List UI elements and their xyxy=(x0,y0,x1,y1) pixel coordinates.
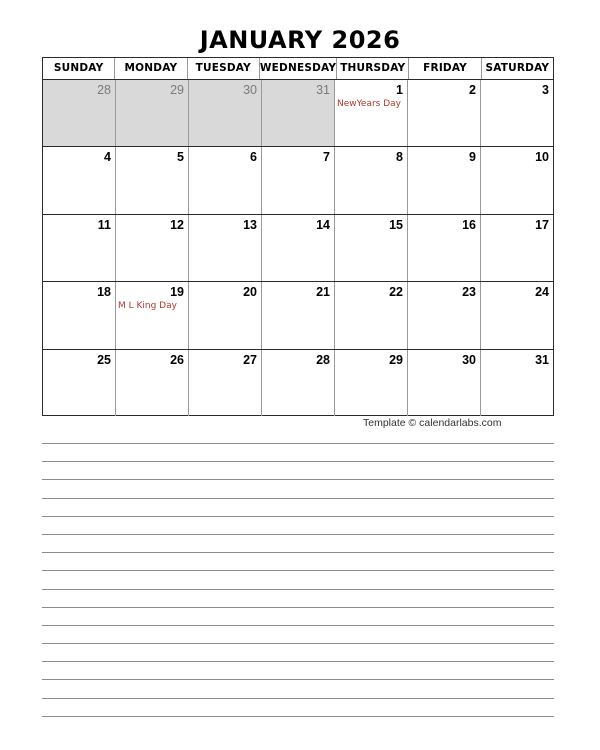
day-cell[interactable] xyxy=(262,350,335,416)
calendar-grid xyxy=(42,57,554,416)
note-line xyxy=(42,625,554,626)
weekday-friday: FRIDAY xyxy=(409,58,481,79)
day-cell[interactable] xyxy=(116,350,189,416)
day-cell[interactable] xyxy=(408,147,481,213)
note-line xyxy=(42,534,554,535)
weekday-thursday: THURSDAY xyxy=(337,58,409,79)
week-row xyxy=(43,215,553,282)
day-cell[interactable] xyxy=(189,80,262,146)
weekday-saturday: SATURDAY xyxy=(485,62,550,74)
day-number: 17 xyxy=(535,217,549,232)
day-cell[interactable] xyxy=(262,147,335,213)
note-line xyxy=(42,516,554,517)
day-cell[interactable] xyxy=(481,215,553,281)
day-number: 4 xyxy=(104,150,111,165)
day-cell[interactable] xyxy=(189,215,262,281)
day-number: 28 xyxy=(97,83,111,97)
day-number: 22 xyxy=(389,285,403,300)
day-cell[interactable] xyxy=(335,282,408,348)
day-number: 31 xyxy=(535,352,549,367)
day-cell[interactable] xyxy=(116,80,189,146)
weekday-monday: MONDAY xyxy=(115,58,187,79)
day-number: 7 xyxy=(323,150,330,165)
note-line xyxy=(42,589,554,590)
weekday-header-row xyxy=(43,58,553,80)
day-number: 20 xyxy=(243,285,257,300)
day-cell[interactable] xyxy=(189,282,262,348)
holiday-label: NewYears Day xyxy=(337,99,402,109)
day-cell[interactable] xyxy=(335,80,408,146)
day-cell[interactable] xyxy=(116,147,189,213)
day-number: 19 xyxy=(170,285,184,300)
note-line xyxy=(42,607,554,608)
day-number: 13 xyxy=(243,217,257,232)
day-number: 24 xyxy=(535,285,549,300)
template-credit: Template © calendarlabs.com xyxy=(363,417,502,429)
day-cell[interactable] xyxy=(408,80,481,146)
day-cell[interactable] xyxy=(481,80,553,146)
day-cell[interactable] xyxy=(262,80,335,146)
day-number: 1 xyxy=(396,83,403,97)
day-number: 3 xyxy=(542,83,549,97)
day-cell[interactable] xyxy=(408,282,481,348)
day-cell[interactable] xyxy=(189,350,262,416)
day-number: 26 xyxy=(170,352,184,367)
note-line xyxy=(42,498,554,499)
weekday-wednesday: WEDNESDAY xyxy=(260,58,337,79)
day-cell[interactable] xyxy=(481,147,553,213)
week-rows xyxy=(43,80,553,416)
day-cell[interactable] xyxy=(481,350,553,416)
day-cell[interactable] xyxy=(116,282,189,348)
note-line xyxy=(42,479,554,480)
day-number: 16 xyxy=(462,217,476,232)
week-row xyxy=(43,282,553,349)
day-number: 30 xyxy=(462,352,476,367)
day-cell[interactable] xyxy=(408,350,481,416)
day-number: 28 xyxy=(316,352,330,367)
day-number: 27 xyxy=(243,352,257,367)
day-cell[interactable] xyxy=(262,215,335,281)
week-row xyxy=(43,350,553,416)
day-cell[interactable] xyxy=(335,215,408,281)
day-number: 18 xyxy=(97,285,111,300)
day-cell[interactable] xyxy=(335,350,408,416)
day-cell[interactable] xyxy=(481,282,553,348)
day-cell[interactable] xyxy=(262,282,335,348)
day-cell[interactable] xyxy=(43,350,116,416)
note-line xyxy=(42,679,554,680)
day-number: 5 xyxy=(177,150,184,165)
note-line xyxy=(42,698,554,699)
note-line xyxy=(42,661,554,662)
note-line xyxy=(42,570,554,571)
holiday-label: M L King Day xyxy=(118,301,177,312)
day-cell[interactable] xyxy=(408,215,481,281)
calendar-title: JANUARY 2026 xyxy=(199,26,401,54)
day-number: 9 xyxy=(469,150,476,165)
notes-area xyxy=(42,443,554,734)
note-line xyxy=(42,443,554,444)
day-number: 25 xyxy=(97,352,111,367)
day-number: 6 xyxy=(250,150,257,165)
day-number: 15 xyxy=(389,217,403,232)
week-row xyxy=(43,147,553,214)
weekday-sunday: SUNDAY xyxy=(43,58,115,79)
day-cell[interactable] xyxy=(335,147,408,213)
day-number: 21 xyxy=(316,285,330,300)
day-number: 2 xyxy=(469,83,476,97)
day-cell[interactable] xyxy=(43,215,116,281)
note-line xyxy=(42,643,554,644)
day-cell[interactable] xyxy=(43,80,116,146)
day-cell[interactable] xyxy=(116,215,189,281)
day-number: 29 xyxy=(170,83,184,97)
day-number: 30 xyxy=(243,83,257,97)
day-number: 29 xyxy=(389,352,403,367)
day-cell[interactable] xyxy=(43,282,116,348)
day-number: 10 xyxy=(535,150,549,165)
note-line xyxy=(42,552,554,553)
day-number: 8 xyxy=(396,150,403,165)
day-number: 31 xyxy=(316,83,330,97)
day-cell[interactable] xyxy=(43,147,116,213)
day-number: 23 xyxy=(462,285,476,300)
note-line xyxy=(42,461,554,462)
week-row xyxy=(43,80,553,147)
day-number: 11 xyxy=(97,217,111,232)
weekday-tuesday: TUESDAY xyxy=(188,58,260,79)
day-cell[interactable] xyxy=(189,147,262,213)
note-line xyxy=(42,716,554,717)
day-number: 12 xyxy=(170,217,184,232)
day-number: 14 xyxy=(316,217,330,232)
